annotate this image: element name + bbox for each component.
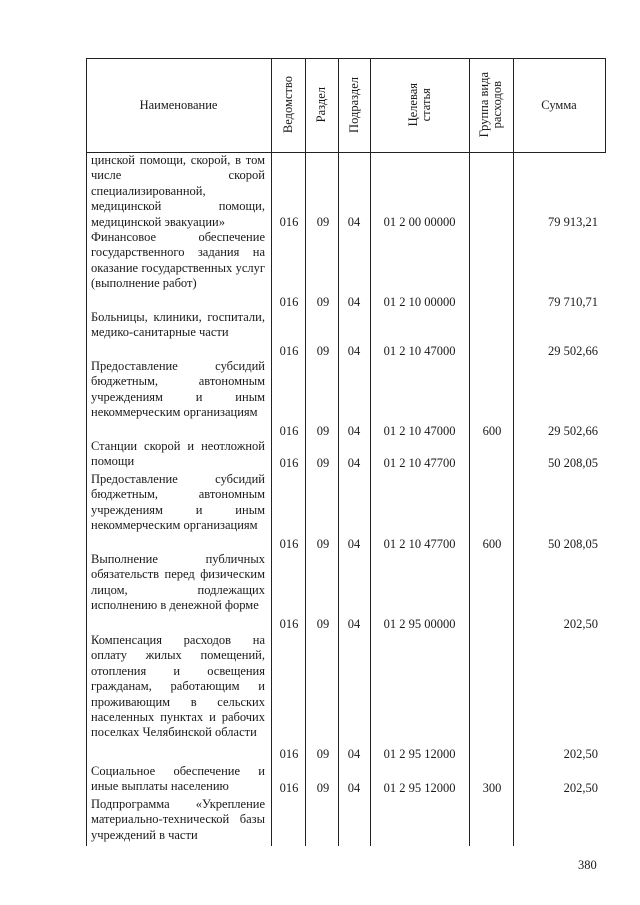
row-razdel: 09 [316, 295, 330, 309]
budget-table [86, 58, 606, 846]
col-border-name [271, 58, 272, 846]
col-border-celevaya [469, 58, 470, 846]
row-podrazdel: 04 [347, 215, 361, 229]
row-summa: 202,50 [563, 617, 598, 631]
row-podrazdel: 04 [347, 747, 361, 761]
row-celevaya: 01 2 95 00000 [383, 617, 456, 631]
row-summa: 29 502,66 [548, 344, 598, 358]
row-razdel: 09 [316, 344, 330, 358]
header-podrazdel [338, 58, 370, 152]
row-name: Социальное обеспечение и иные выплаты населению [91, 764, 265, 794]
row-celevaya: 01 2 10 00000 [383, 295, 456, 309]
row-name: Компенсация расходов на оплату жилых помещений, отопления и освещения гражданам, работающим и проживающим в сельских населенных пунктах и рабочих поселках Челябинской области [91, 633, 265, 740]
row-summa: 202,50 [563, 747, 598, 761]
row-vedomstvo: 016 [279, 617, 299, 631]
row-celevaya: 01 2 10 47700 [383, 537, 456, 551]
row-name: цинской помощи, скорой, в том числе скорой специализированной, медицинской помощи, медицинской эвакуации» [91, 153, 265, 229]
row-vedomstvo: 016 [279, 295, 299, 309]
row-razdel: 09 [316, 537, 330, 551]
row-summa: 29 502,66 [548, 424, 598, 438]
header-vedomstvo [271, 58, 305, 152]
col-border-ved [305, 58, 306, 846]
header-celevaya-label: Целевая статья [405, 83, 433, 127]
row-gruppa: 600 [482, 537, 502, 551]
col-border-razdel [338, 58, 339, 846]
row-name: Станции скорой и неотложной помощи [91, 439, 265, 469]
col-border-gruppa [513, 58, 514, 846]
header-vedomstvo-label: Ведомство [280, 76, 295, 134]
row-name: Предоставление субсидий бюджетным, автономным учреждениям и иным некоммерческим организациям [91, 472, 265, 533]
row-celevaya: 01 2 00 00000 [383, 215, 456, 229]
row-razdel: 09 [316, 747, 330, 761]
row-vedomstvo: 016 [279, 424, 299, 438]
row-podrazdel: 04 [347, 344, 361, 358]
row-razdel: 09 [316, 781, 330, 795]
row-celevaya: 01 2 95 12000 [383, 747, 456, 761]
row-name: Подпрограмма «Укрепление материально-технической базы учреждений в части [91, 797, 265, 842]
row-razdel: 09 [316, 456, 330, 470]
row-celevaya: 01 2 10 47000 [383, 344, 456, 358]
row-podrazdel: 04 [347, 295, 361, 309]
row-vedomstvo: 016 [279, 537, 299, 551]
row-vedomstvo: 016 [279, 747, 299, 761]
row-summa: 202,50 [563, 781, 598, 795]
header-celevaya [370, 58, 469, 152]
row-summa: 79 710,71 [548, 295, 598, 309]
row-gruppa: 600 [482, 424, 502, 438]
row-podrazdel: 04 [347, 617, 361, 631]
page-number: 380 [578, 858, 597, 872]
row-podrazdel: 04 [347, 781, 361, 795]
row-summa: 50 208,05 [548, 456, 598, 470]
header-razdel-label: Раздел [314, 87, 328, 123]
row-celevaya: 01 2 10 47000 [383, 424, 456, 438]
row-vedomstvo: 016 [279, 344, 299, 358]
row-celevaya: 01 2 10 47700 [383, 456, 456, 470]
header-gruppa-label: Группа вида расходов [477, 72, 504, 138]
row-razdel: 09 [316, 215, 330, 229]
row-name: Предоставление субсидий бюджетным, автономным учреждениям и иным некоммерческим организациям [91, 359, 265, 420]
row-summa: 79 913,21 [548, 215, 598, 229]
row-summa: 50 208,05 [548, 537, 598, 551]
header-summa-label: Сумма [541, 97, 577, 112]
row-vedomstvo: 016 [279, 215, 299, 229]
header-podrazdel-label: Подраздел [346, 77, 361, 133]
row-razdel: 09 [316, 424, 330, 438]
col-border-right [605, 58, 606, 152]
row-celevaya: 01 2 95 12000 [383, 781, 456, 795]
col-border-podrazdel [370, 58, 371, 846]
header-name [86, 58, 271, 152]
row-vedomstvo: 016 [279, 781, 299, 795]
row-razdel: 09 [316, 617, 330, 631]
header-name-label: Наименование [139, 97, 218, 112]
row-podrazdel: 04 [347, 537, 361, 551]
header-gruppa [469, 58, 513, 152]
row-name: Больницы, клиники, госпитали, медико-санитарные части [91, 310, 265, 340]
row-name: Финансовое обеспечение государственного задания на оказание государственных услуг (выполнение работ) [91, 230, 265, 291]
row-podrazdel: 04 [347, 424, 361, 438]
header-summa [513, 58, 605, 152]
row-gruppa: 300 [482, 781, 502, 795]
row-name: Выполнение публичных обязательств перед физическим лицом, подлежащих исполнению в денежной форме [91, 552, 265, 613]
header-razdel [305, 58, 338, 152]
row-podrazdel: 04 [347, 456, 361, 470]
col-border-left [86, 58, 87, 846]
row-vedomstvo: 016 [279, 456, 299, 470]
